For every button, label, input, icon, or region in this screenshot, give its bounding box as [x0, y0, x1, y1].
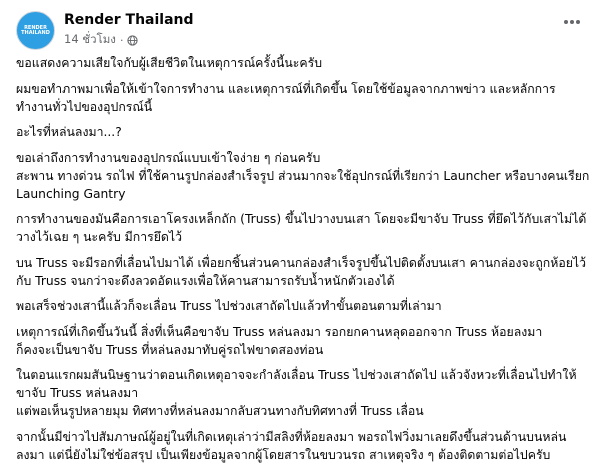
- post-line: Launching Gantry: [16, 186, 126, 201]
- post-line: ขาจับ Truss หล่นลงมา: [16, 386, 139, 400]
- page-avatar[interactable]: [16, 11, 55, 50]
- globe-icon[interactable]: [127, 35, 138, 46]
- post-line: ในตอนแรกผมสันนิษฐานว่าตอนเกิดเหตุอาจจะกำลังเลื่อน Truss ไปช่วงเสาถัดไป แล้วจังหวะที่เลื่อนไปทำให้: [16, 368, 577, 382]
- post-line: แต่พอเห็นรูปหลายมุม ทิศทางที่หล่นลงมากลับสวนทางกับทิศทางที่ Truss เลื่อน: [16, 404, 424, 418]
- post-line: จากนั้นมีข่าวไปสัมภาษณ์ผู้อยู่ในที่เกิดเหตุเล่าว่ามีสลิงที่ห้อยลงมา พอรถไฟวิ่งมาเลยดึงขึ้นส่วนด้านบนหล่น: [16, 429, 567, 444]
- post-timestamp[interactable]: 14 ชั่วโมง: [64, 32, 116, 46]
- post-line: ผมขอทำภาพมาเพื่อให้เข้าใจการทำงาน และเหตุการณ์ที่เกิดขึ้น โดยใช้ข้อมูลจากภาพข่าว และหลักการ: [16, 81, 556, 96]
- page-name[interactable]: Render Thailand: [64, 12, 194, 28]
- post-line: ลงมา แต่นี่ยังไม่ใช่ข้อสรุป เป็นเพียงข้อมูลจากผู้โดยสารในขบวนรถ สาเหตุจริง ๆ ต้องติดตามต่อไปครับ: [16, 447, 551, 462]
- post-paragraph: [16, 80, 584, 116]
- post-body: [16, 54, 590, 462]
- post-paragraph: [16, 366, 584, 420]
- post-line: ก็คงจะเป็นขาจับ Truss ที่หล่นลงมาทับคู่รถไฟขาดสองท่อน: [16, 342, 324, 357]
- more-options-icon[interactable]: [558, 8, 586, 36]
- meta-separator: ·: [119, 33, 124, 47]
- post-line: ทำงานทั่วไปของอุปกรณ์นี้: [16, 99, 153, 114]
- post-paragraph: [16, 323, 584, 359]
- post-line: เหตุการณ์ที่เกิดขึ้นวันนี้ สิ่งที่เห็นคือขาจับ Truss หล่นลงมา รอกยกคานหลุดออกจาก Truss ห้อยลงมา: [16, 324, 543, 339]
- post-paragraph: [16, 123, 584, 141]
- post-line: วางไว้เฉย ๆ นะครับ มีการยึดไว้: [16, 230, 183, 244]
- post-line: การทำงานของมันคือการเอาโครงเหล็กถัก (Truss) ขึ้นไปวางบนเสา โดยจะมีขาจับ Truss ที่ยึดไว้กับเสาไม่ได้: [16, 212, 587, 226]
- post-paragraph: [16, 149, 590, 203]
- post-paragraph: [16, 54, 584, 72]
- post-line: อะไรที่หล่นลงมา...?: [16, 125, 122, 139]
- post-line: สะพาน ทางด่วน รถไฟ ที่ใช้คานรูปกล่องสำเร็จรูป ส่วนมากจะใช้อุปกรณ์ที่เรียกว่า Launcher หรือบางคนเรียก: [16, 168, 590, 183]
- post-header: [0, 0, 600, 54]
- avatar-logo-text: RENDER THAILAND: [21, 24, 50, 36]
- post-line: บน Truss จะมีรอกที่เลื่อนไปมาได้ เพื่อยกชิ้นส่วนคานกล่องสำเร็จรูปขึ้นไปติดตั้งบนเสา คานกล่องจะถูกห้อยไว้: [16, 255, 587, 270]
- post-line: กับ Truss จนกว่าจะดึงลวดอัดแรงเพื่อให้คานสามารถรับน้ำหนักตัวเองได้: [16, 273, 395, 288]
- post-meta: [64, 32, 138, 48]
- post-paragraph: [16, 210, 587, 246]
- post-line: พอเสร็จช่วงเสานี้แล้วก็จะเลื่อน Truss ไปช่วงเสาถัดไปแล้วทำขั้นตอนตามที่เล่ามา: [16, 299, 442, 313]
- post-paragraph: [16, 254, 587, 290]
- post-paragraph: [16, 428, 584, 464]
- post-line: ขอเล่าถึงการทำงานของอุปกรณ์แบบเข้าใจง่าย ๆ ก่อนครับ: [16, 150, 321, 165]
- post-line: ขอแสดงความเสียใจกับผู้เสียชีวิตในเหตุการณ์ครั้งนี้นะครับ: [16, 56, 323, 70]
- post-paragraph: [16, 297, 584, 315]
